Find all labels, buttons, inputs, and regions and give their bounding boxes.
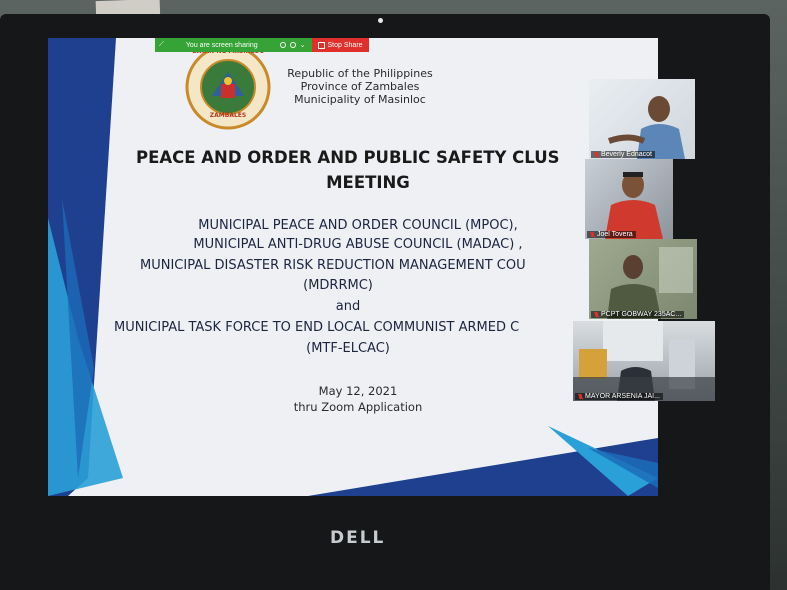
stop-share-button[interactable] [312,38,369,52]
slide-body-line-2: MUNICIPAL ANTI-DRUG ABUSE COUNCIL (MADAC) , [193,237,523,252]
participant-tile[interactable] [589,239,697,319]
mic-muted-icon [590,232,595,238]
webcam-icon [378,18,383,23]
dropdown-icon[interactable]: ⌄ [299,42,306,49]
participant-name-label: Beverly Ednacot [591,151,655,158]
participant-tile[interactable] [589,79,695,159]
share-status-text: You are screen sharing [185,41,258,49]
pause-icon[interactable] [280,42,286,48]
signal-icon: ⟋ [159,41,164,48]
gov-line-2: Province of Zambales [300,80,420,93]
slide-body-line-1: MUNICIPAL PEACE AND ORDER COUNCIL (MPOC), [198,218,518,233]
mic-muted-icon [578,394,583,400]
gov-line-1: Republic of the Philippines [287,67,433,80]
shared-screen [48,38,658,496]
slide-date: May 12, 2021 [318,384,398,398]
participant-video-person [589,239,697,319]
participant-video-person [585,159,673,239]
stop-share-label: Stop Share [327,41,363,49]
monitor-brand-logo: DELL [330,528,386,548]
participant-tile[interactable] [573,321,715,401]
settings-icon[interactable] [290,42,296,48]
zoom-share-toolbar [155,38,369,52]
slide-title-line-2: MEETING [326,173,410,192]
participant-video-office [573,321,715,401]
slide-via: thru Zoom Application [293,400,423,414]
slide-body-line-3: MUNICIPAL DISASTER RISK REDUCTION MANAGEMENT COU [140,258,526,273]
share-status-pill[interactable] [155,38,312,52]
stop-icon [318,42,325,49]
participant-tile[interactable] [585,159,673,239]
participant-name-label: Joel Tovera [587,231,636,238]
slide-title-line-1: PEACE AND ORDER AND PUBLIC SAFETY CLUS [136,148,560,167]
participant-name-label: MAYOR ARSENIA JAI... [575,393,663,400]
slide-body-line-7: (MTF-ELCAC) [306,341,390,356]
seal-text-bottom: ZAMBALES [209,112,247,119]
participant-video-person [589,79,695,159]
gov-line-3: Municipality of Masinloc [294,93,426,106]
slide-body-line-6: MUNICIPAL TASK FORCE TO END LOCAL COMMUNIST ARMED C [114,320,520,335]
slide-body-line-4: (MDRRMC) [303,278,373,293]
slide-body-line-5: and [335,299,361,314]
mic-muted-icon [594,312,599,318]
participant-name-label: PCPT GOBWAY 235AC... [591,311,684,318]
mic-muted-icon [594,152,599,158]
